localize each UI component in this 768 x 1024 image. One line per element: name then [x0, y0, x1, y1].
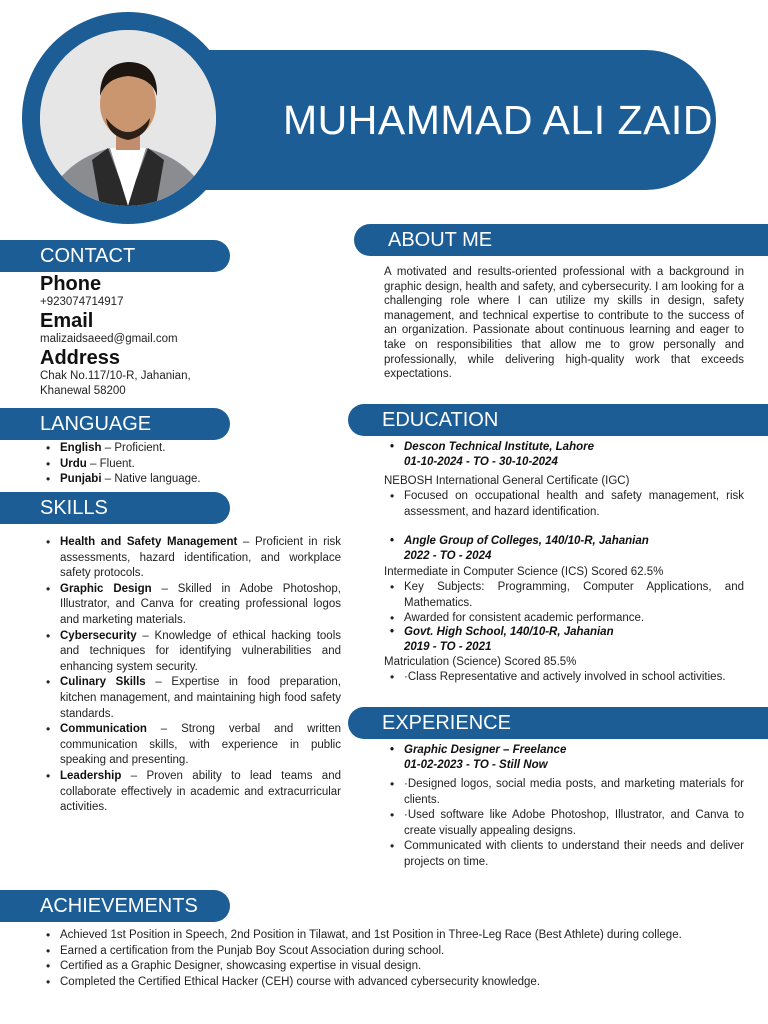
education-entry-2: [384, 534, 744, 564]
list-item: • Earned a certification from the Punjab Boy Scout Association during school.: [40, 944, 744, 960]
experience-points: [384, 777, 744, 871]
person-portrait-icon: [40, 30, 216, 206]
list-item: • Completed the Certified Ethical Hacker (CEH) course with advanced cybersecurity knowledge.: [40, 975, 744, 991]
education-points-2: [384, 580, 744, 627]
experience-entry: [384, 743, 744, 773]
list-item: • ·Designed logos, social media posts, and marketing materials for clients.: [384, 777, 744, 808]
list-item: • ·Class Representative and actively involved in school activities.: [384, 670, 744, 686]
phone-value: +923074714917: [40, 296, 124, 308]
profile-photo: [40, 30, 216, 206]
email-value: malizaidsaeed@gmail.com: [40, 333, 178, 345]
education-heading: EDUCATION: [348, 404, 768, 436]
job-title: • Graphic Designer – Freelance: [384, 743, 744, 758]
list-item: • Urdu – Fluent.: [40, 457, 240, 473]
education-entry-1: [384, 440, 744, 470]
qualification: NEBOSH International General Certificate (IGC): [384, 475, 630, 487]
page-title: MUHAMMAD ALI ZAID: [283, 97, 713, 143]
list-item: • Certified as a Graphic Designer, showcasing expertise in visual design.: [40, 959, 744, 975]
list-item: • Punjabi – Native language.: [40, 472, 240, 488]
language-heading: LANGUAGE: [0, 408, 230, 440]
address-label: Address: [40, 347, 121, 369]
list-item: • Achieved 1st Position in Speech, 2nd Position in Tilawat, and 1st Position in Three-Leg Race (Best Athlete) during college.: [40, 928, 744, 944]
achievements-heading: ACHIEVEMENTS: [0, 890, 230, 922]
achievements-list: [40, 928, 744, 990]
list-item: • Focused on occupational health and safety management, risk assessment, and hazard identification.: [384, 489, 744, 520]
language-list: [40, 441, 240, 488]
job-dates: 01-02-2023 - TO - Still Now: [404, 759, 548, 771]
list-item: • Key Subjects: Programming, Computer Applications, and Mathematics.: [384, 580, 744, 611]
address-line-2: Khanewal 58200: [40, 385, 126, 397]
skills-list: [40, 535, 341, 816]
institution-name: • Descon Technical Institute, Lahore: [384, 440, 744, 455]
list-item: • Cybersecurity – Knowledge of ethical hacking tools and techniques for identifying vulnerabilities and enhancing system security.: [40, 629, 341, 676]
list-item: • Leadership – Proven ability to lead teams and collaborate effectively in academic and extracurricular activities.: [40, 769, 341, 816]
qualification: Intermediate in Computer Science (ICS) Scored 62.5%: [384, 566, 664, 578]
list-item: • Awarded for consistent academic performance.: [384, 611, 744, 627]
education-points-3: [384, 670, 744, 686]
institution-name: • Govt. High School, 140/10-R, Jahanian: [384, 625, 744, 640]
qualification: Matriculation (Science) Scored 85.5%: [384, 656, 577, 668]
education-entry-3: [384, 625, 744, 655]
list-item: • Culinary Skills – Expertise in food preparation, kitchen management, and maintaining high food safety standards.: [40, 675, 341, 722]
about-heading: ABOUT ME: [354, 224, 768, 256]
list-item: • Graphic Design – Skilled in Adobe Photoshop, Illustrator, and Canva for creating professional logos and marketing materials.: [40, 582, 341, 629]
phone-label: Phone: [40, 273, 102, 295]
list-item: • English – Proficient.: [40, 441, 240, 457]
list-item: • Communication – Strong verbal and written communication skills, with experience in public speaking and presenting.: [40, 722, 341, 769]
about-text: A motivated and results-oriented professional with a background in graphic design, health and safety, and cybersecurity. I am looking for a challenging role where I can utilize my skills in design, safety management, and technical expertise to contribute to the success of an organization. Passionate about continuous learning and eager to take on responsibilities that allow me to grow personally and professionally, while delivering high-quality work that exceeds expectations.: [384, 266, 744, 381]
education-dates: 2022 - TO - 2024: [404, 550, 492, 562]
education-points-1: [384, 489, 744, 520]
email-label: Email: [40, 310, 94, 332]
list-item: • ·Used software like Adobe Photoshop, Illustrator, and Canva to create visually appealing designs.: [384, 808, 744, 839]
experience-heading: EXPERIENCE: [348, 707, 768, 739]
skills-heading: SKILLS: [0, 492, 230, 524]
address-line-1: Chak No.117/10-R, Jahanian,: [40, 370, 191, 382]
contact-heading: CONTACT: [0, 240, 230, 272]
list-item: • Health and Safety Management – Proficient in risk assessments, hazard identification, and workplace safety protocols.: [40, 535, 341, 582]
education-dates: 01-10-2024 - TO - 30-10-2024: [404, 456, 558, 468]
institution-name: • Angle Group of Colleges, 140/10-R, Jahanian: [384, 534, 744, 549]
education-dates: 2019 - TO - 2021: [404, 641, 492, 653]
list-item: • Communicated with clients to understand their needs and deliver projects on time.: [384, 839, 744, 870]
